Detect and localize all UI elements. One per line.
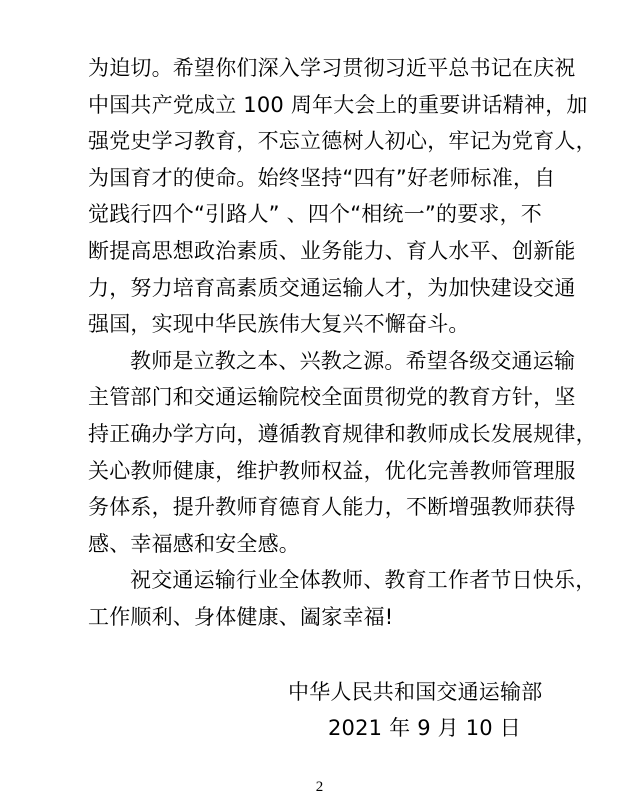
paragraph-2-line: 务体系，提升教师育德育人能力，不断增强教师获得	[88, 495, 576, 520]
paragraph-1-line: 觉践行四个“引路人” 、四个“相统一”的要求，不	[88, 202, 542, 227]
paragraph-1-line: 强国，实现中华民族伟大复兴不懈奋斗。	[88, 312, 470, 337]
paragraph-1-line: 为迫切。希望你们深入学习贯彻习近平总书记在庆祝	[88, 56, 576, 80]
signature-block	[288, 674, 548, 746]
paragraph-1-line: 中国共产党成立 100 周年大会上的重要讲话精神，加	[88, 92, 588, 117]
paragraph-1-line: 力，努力培育高素质交通运输人才，为加快建设交通	[88, 275, 576, 300]
signature-organization: 中华人民共和国交通运输部	[288, 680, 543, 704]
paragraph-2-line: 持正确办学方向，遵循教育规律和教师成长发展规律，	[88, 421, 597, 446]
paragraph-2-line: 主管部门和交通运输院校全面贯彻党的教育方针，坚	[88, 385, 576, 410]
signature-date: 2021 年 9 月 10 日	[328, 716, 521, 740]
paragraph-3-line: 工作顺利、身体健康、阖家幸福!	[88, 604, 394, 629]
paragraph-3-line: 祝交通运输行业全体教师、教育工作者节日快乐，	[130, 568, 597, 593]
paragraph-1-line: 强党史学习教育，不忘立德树人初心，牢记为党育人，	[88, 129, 597, 154]
paragraph-2-line: 感、幸福感和安全感。	[88, 531, 300, 556]
paragraph-2-line: 教师是立教之本、兴教之源。希望各级交通运输	[130, 348, 576, 373]
paragraph-1-line: 断提高思想政治素质、业务能力、育人水平、创新能	[88, 238, 576, 263]
page-number: 2	[315, 779, 324, 795]
letter-body	[88, 50, 597, 636]
paragraph-2-line: 关心教师健康，维护教师权益，优化完善教师管理服	[88, 458, 576, 483]
paragraph-1-line: 为国育才的使命。始终坚持“四有”好老师标准，自	[88, 165, 556, 190]
